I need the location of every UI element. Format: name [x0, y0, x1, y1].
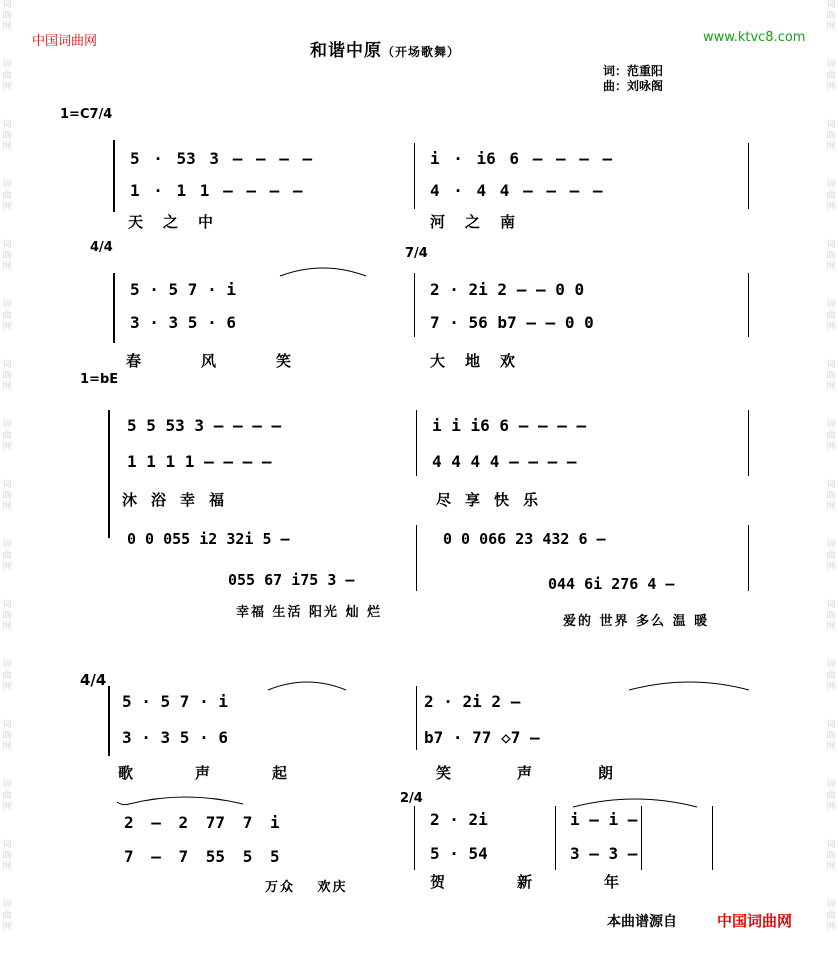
time-signature-2: 7/4 — [405, 246, 428, 261]
watermark-char: 曲 — [826, 611, 836, 621]
watermark-char: 网 — [826, 202, 836, 212]
watermark-char: 曲 — [2, 131, 12, 141]
watermark-char: 网 — [2, 682, 12, 692]
watermark-char: 网 — [826, 82, 836, 92]
watermark-char: 曲 — [826, 491, 836, 501]
s1-lyric-a: 天之中 — [128, 213, 234, 231]
watermark-char: 网 — [826, 622, 836, 632]
watermark-char: 词 — [2, 540, 12, 550]
s2-bot-b: 7 · 56 b7 – – 0 0 — [430, 313, 594, 332]
watermark-char: 曲 — [826, 311, 836, 321]
watermark-left — [2, 0, 12, 960]
s2-top-b: 2 · 2i 2 – – 0 0 — [430, 280, 585, 299]
s3-alt-top-a: 0 0 055 i2 32i 5 – — [127, 530, 290, 548]
watermark-char: 词 — [2, 660, 12, 670]
s1-top-a: 5 · 53 3 – – – – — [130, 149, 313, 168]
watermark-char: 词 — [2, 360, 12, 370]
watermark-char: 曲 — [826, 371, 836, 381]
s5-barline-2 — [555, 806, 556, 870]
s1-barline-2 — [748, 143, 749, 209]
watermark-char: 网 — [2, 262, 12, 272]
s5-bot-c: 3 – 3 – — [570, 844, 638, 863]
s2-lyric-b: 大地欢 — [430, 352, 536, 370]
watermark-char: 曲 — [826, 851, 836, 861]
watermark-char: 曲 — [826, 431, 836, 441]
s5-barline-4 — [712, 806, 713, 870]
watermark-char: 网 — [2, 502, 12, 512]
s4-lyric-b: 笑声朗 — [436, 764, 680, 782]
watermark-char: 网 — [826, 562, 836, 572]
watermark-char: 词 — [2, 900, 12, 910]
s3-bot-a: 1 1 1 1 – – – – — [127, 452, 272, 471]
s3-lyric-a: 沐浴幸福 — [122, 491, 239, 509]
watermark-char: 词 — [2, 180, 12, 190]
watermark-char: 词 — [2, 0, 12, 10]
watermark-char: 网 — [826, 142, 836, 152]
watermark-char: 曲 — [826, 191, 836, 201]
watermark-char: 网 — [826, 442, 836, 452]
s5-bot-a: 7 – 7 55 5 5 — [124, 847, 280, 866]
system4-bracket — [108, 686, 110, 756]
time-signature-1: 4/4 — [90, 240, 113, 255]
watermark-char: 词 — [2, 120, 12, 130]
watermark-char: 词 — [2, 420, 12, 430]
s5-top-a: 2 – 2 77 7 i — [124, 813, 280, 832]
watermark-char: 词 — [826, 360, 836, 370]
s4-bot-b: b7 · 77 ◇7 – — [424, 728, 540, 747]
watermark-char: 网 — [2, 442, 12, 452]
s4-slur-1 — [266, 678, 348, 692]
watermark-char: 词 — [826, 240, 836, 250]
watermark-char: 网 — [826, 802, 836, 812]
composer: 曲：刘咏阁 — [603, 79, 664, 93]
s3-alt-bot-a: 055 67 i75 3 – — [228, 571, 355, 589]
song-subtitle: （开场歌舞） — [382, 45, 461, 59]
watermark-char: 曲 — [2, 251, 12, 261]
s5-slur-2 — [571, 795, 699, 809]
watermark-char: 曲 — [2, 731, 12, 741]
s3-top-a: 5 5 53 3 – – – – — [127, 416, 282, 435]
watermark-char: 曲 — [2, 71, 12, 81]
watermark-char: 网 — [826, 262, 836, 272]
s2-top-a: 5 · 5 7 · i — [130, 280, 236, 299]
watermark-char: 网 — [2, 862, 12, 872]
watermark-char: 词 — [2, 720, 12, 730]
system2-bracket — [113, 273, 115, 343]
s2-bot-a: 3 · 3 5 · 6 — [130, 313, 236, 332]
watermark-char: 曲 — [2, 311, 12, 321]
watermark-char: 网 — [2, 742, 12, 752]
s3-barline-2 — [748, 410, 749, 476]
watermark-char: 词 — [2, 60, 12, 70]
watermark-char: 词 — [826, 540, 836, 550]
system1-bracket — [113, 140, 115, 212]
s1-bot-a: 1 · 1 1 – – – – — [130, 181, 303, 200]
s1-top-b: i · i6 6 – – – – — [430, 149, 613, 168]
watermark-char: 词 — [826, 0, 836, 10]
s4-slur-2 — [627, 678, 751, 692]
s5-top-c: i – i – — [570, 810, 638, 829]
site-url-right[interactable]: www.ktvc8.com — [703, 30, 806, 45]
watermark-right — [826, 0, 836, 960]
lyricist: 词：范重阳 — [603, 64, 664, 78]
watermark-char: 词 — [826, 480, 836, 490]
s3-top-b: i i i6 6 – – – – — [432, 416, 587, 435]
s1-bot-b: 4 · 4 4 – – – – — [430, 181, 603, 200]
watermark-char: 网 — [826, 502, 836, 512]
watermark-char: 网 — [2, 802, 12, 812]
song-title-main: 和谐中原 — [310, 41, 382, 61]
watermark-char: 网 — [826, 922, 836, 932]
watermark-char: 曲 — [2, 671, 12, 681]
s2-lyric-a: 春风笑 — [126, 352, 352, 370]
footer-source: 本曲谱源自 — [607, 914, 677, 930]
key-signature-2: 1=bE — [80, 372, 119, 387]
s3-alt-lyric-b: 爱的 世界 多么 温 暖 — [563, 614, 710, 629]
watermark-char: 词 — [2, 600, 12, 610]
time-signature-3: 4/4 — [80, 671, 107, 689]
watermark-char: 网 — [2, 622, 12, 632]
watermark-char: 曲 — [2, 851, 12, 861]
s3-lyric-b: 尽享快乐 — [436, 491, 553, 509]
watermark-char: 网 — [826, 862, 836, 872]
watermark-char: 曲 — [2, 911, 12, 921]
watermark-char: 词 — [826, 840, 836, 850]
watermark-char: 词 — [826, 420, 836, 430]
watermark-char: 网 — [826, 682, 836, 692]
watermark-char: 词 — [826, 60, 836, 70]
watermark-char: 网 — [826, 382, 836, 392]
watermark-char: 网 — [2, 82, 12, 92]
watermark-char: 网 — [2, 322, 12, 332]
footer-site-link[interactable]: 中国词曲网 — [717, 912, 793, 930]
watermark-char: 曲 — [2, 491, 12, 501]
s1-lyric-b: 河之南 — [430, 213, 536, 231]
s4-top-b: 2 · 2i 2 – — [424, 692, 521, 711]
s5-lyric-a: 万众 欢庆 — [265, 880, 348, 895]
watermark-char: 曲 — [2, 611, 12, 621]
watermark-char: 网 — [2, 142, 12, 152]
watermark-char: 词 — [2, 300, 12, 310]
system3-bracket — [108, 410, 110, 538]
s3-barline-4 — [748, 525, 749, 591]
s3-alt-lyric-a: 幸福 生活 阳光 灿 烂 — [236, 605, 383, 620]
watermark-char: 网 — [2, 22, 12, 32]
s2-barline-1 — [414, 273, 415, 337]
watermark-char: 曲 — [826, 71, 836, 81]
s2-slur — [278, 264, 368, 278]
watermark-char: 曲 — [2, 191, 12, 201]
song-title — [310, 36, 460, 61]
watermark-char: 曲 — [2, 11, 12, 21]
watermark-char: 网 — [2, 922, 12, 932]
watermark-char: 网 — [2, 382, 12, 392]
watermark-char: 词 — [826, 300, 836, 310]
s5-barline-1 — [414, 806, 415, 870]
watermark-char: 网 — [2, 202, 12, 212]
s4-lyric-a: 歌声起 — [118, 764, 350, 782]
watermark-char: 词 — [826, 720, 836, 730]
s3-alt-top-b: 0 0 066 23 432 6 – — [443, 530, 606, 548]
watermark-char: 词 — [2, 480, 12, 490]
watermark-char: 曲 — [2, 551, 12, 561]
watermark-char: 词 — [826, 120, 836, 130]
s5-lyric-b: 贺新年 — [430, 873, 692, 891]
key-signature-1: 1=C7/4 — [60, 107, 113, 122]
watermark-char: 曲 — [2, 791, 12, 801]
watermark-char: 曲 — [826, 731, 836, 741]
watermark-char: 曲 — [2, 371, 12, 381]
s3-alt-bot-b: 044 6i 276 4 – — [548, 575, 675, 593]
watermark-char: 曲 — [2, 431, 12, 441]
s3-bot-b: 4 4 4 4 – – – – — [432, 452, 577, 471]
watermark-char: 曲 — [826, 11, 836, 21]
s4-barline-1 — [416, 686, 417, 750]
watermark-char: 词 — [826, 900, 836, 910]
s4-top-a: 5 · 5 7 · i — [122, 692, 228, 711]
time-signature-4: 2/4 — [400, 791, 423, 806]
watermark-char: 词 — [826, 180, 836, 190]
watermark-char: 词 — [2, 780, 12, 790]
watermark-char: 曲 — [826, 131, 836, 141]
watermark-char: 词 — [2, 840, 12, 850]
watermark-char: 词 — [826, 600, 836, 610]
watermark-char: 网 — [826, 22, 836, 32]
watermark-char: 曲 — [826, 671, 836, 681]
watermark-char: 曲 — [826, 251, 836, 261]
watermark-char: 曲 — [826, 551, 836, 561]
s5-barline-3 — [641, 806, 642, 870]
s2-barline-2 — [748, 273, 749, 337]
s1-barline-1 — [414, 143, 415, 209]
watermark-char: 词 — [2, 240, 12, 250]
watermark-char: 词 — [826, 660, 836, 670]
watermark-char: 词 — [826, 780, 836, 790]
s4-bot-a: 3 · 3 5 · 6 — [122, 728, 228, 747]
watermark-char: 网 — [2, 562, 12, 572]
s3-barline-1 — [416, 410, 417, 476]
watermark-char: 网 — [826, 322, 836, 332]
s5-slur-1 — [115, 796, 247, 810]
s3-barline-3 — [416, 525, 417, 591]
watermark-char: 曲 — [826, 791, 836, 801]
s5-bot-b: 5 · 54 — [430, 844, 488, 863]
s5-top-b: 2 · 2i — [430, 810, 488, 829]
site-name-left[interactable]: 中国词曲网 — [32, 34, 98, 49]
watermark-char: 曲 — [826, 911, 836, 921]
watermark-char: 网 — [826, 742, 836, 752]
